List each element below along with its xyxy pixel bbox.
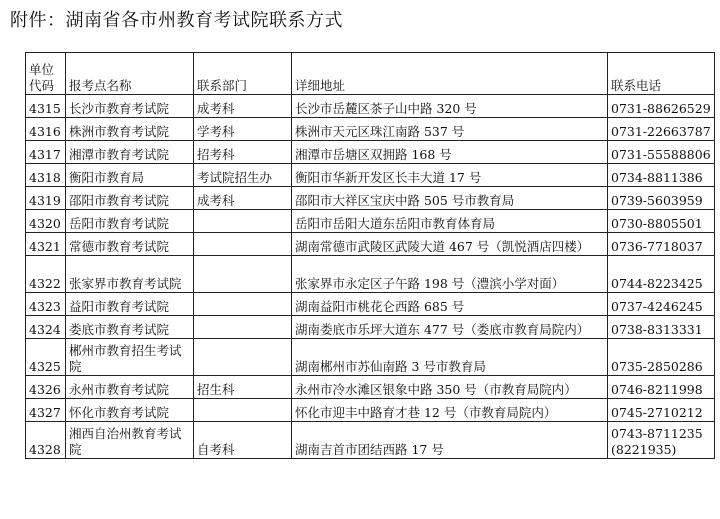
cell-name: 株洲市教育考试院 [66, 118, 194, 141]
cell-name: 娄底市教育考试院 [66, 316, 194, 339]
cell-name: 张家界市教育考试院 [66, 256, 194, 293]
cell-code: 4319 [26, 187, 66, 210]
header-code: 单位代码 [26, 53, 66, 95]
cell-dept: 成考科 [194, 95, 292, 118]
cell-code: 4317 [26, 141, 66, 164]
cell-phone: 0738-8313331 [608, 316, 715, 339]
cell-phone: 0745-2710212 [608, 399, 715, 422]
cell-name: 长沙市教育考试院 [66, 95, 194, 118]
cell-phone: 0744-8223425 [608, 256, 715, 293]
cell-phone: 0737-4246245 [608, 293, 715, 316]
cell-code: 4321 [26, 233, 66, 256]
cell-code: 4324 [26, 316, 66, 339]
cell-dept [194, 339, 292, 376]
cell-phone: 0739-5603959 [608, 187, 715, 210]
table-row [26, 376, 715, 399]
table-body [26, 95, 715, 459]
cell-address: 永州市冷水滩区银象中路 350 号（市教育局院内） [292, 376, 608, 399]
cell-address: 湖南吉首市团结西路 17 号 [292, 422, 608, 459]
cell-code: 4320 [26, 210, 66, 233]
cell-dept: 考试院招生办 [194, 164, 292, 187]
cell-phone: 0731-88626529 [608, 95, 715, 118]
table-row [26, 316, 715, 339]
cell-phone: 0743-8711235 (8221935) [608, 422, 715, 459]
cell-code: 4316 [26, 118, 66, 141]
table-row [26, 256, 715, 293]
cell-address: 长沙市岳麓区茶子山中路 320 号 [292, 95, 608, 118]
table-row [26, 141, 715, 164]
cell-address: 湖南益阳市桃花仑西路 685 号 [292, 293, 608, 316]
cell-phone: 0730-8805501 [608, 210, 715, 233]
header-phone: 联系电话 [608, 53, 715, 95]
cell-dept: 自考科 [194, 422, 292, 459]
table-row [26, 422, 715, 459]
cell-phone: 0734-8811386 [608, 164, 715, 187]
table-header-row [26, 53, 715, 95]
cell-address: 张家界市永定区子午路 198 号（澧滨小学对面） [292, 256, 608, 293]
cell-code: 4328 [26, 422, 66, 459]
cell-dept: 学考科 [194, 118, 292, 141]
header-name: 报考点名称 [66, 53, 194, 95]
cell-phone: 0731-22663787 [608, 118, 715, 141]
cell-address: 湖南常德市武陵区武陵大道 467 号（凯悦酒店四楼） [292, 233, 608, 256]
cell-code: 4323 [26, 293, 66, 316]
cell-name: 怀化市教育考试院 [66, 399, 194, 422]
cell-address: 岳阳市岳阳大道东岳阳市教育体育局 [292, 210, 608, 233]
cell-address: 怀化市迎丰中路育才巷 12 号（市教育局院内） [292, 399, 608, 422]
cell-dept [194, 399, 292, 422]
cell-name: 湘潭市教育考试院 [66, 141, 194, 164]
cell-address: 湘潭市岳塘区双拥路 168 号 [292, 141, 608, 164]
cell-name: 常德市教育考试院 [66, 233, 194, 256]
table-row [26, 210, 715, 233]
cell-code: 4315 [26, 95, 66, 118]
contact-table [25, 52, 715, 459]
cell-dept [194, 293, 292, 316]
table-row [26, 118, 715, 141]
cell-address: 湖南郴州市苏仙南路 3 号市教育局 [292, 339, 608, 376]
cell-name: 郴州市教育招生考试院 [66, 339, 194, 376]
header-address: 详细地址 [292, 53, 608, 95]
table-row [26, 399, 715, 422]
header-dept: 联系部门 [194, 53, 292, 95]
cell-address: 湖南娄底市乐坪大道东 477 号（娄底市教育局院内） [292, 316, 608, 339]
cell-phone: 0746-8211998 [608, 376, 715, 399]
cell-code: 4322 [26, 256, 66, 293]
cell-address: 邵阳市大祥区宝庆中路 505 号市教育局 [292, 187, 608, 210]
cell-name: 湘西自治州教育考试院 [66, 422, 194, 459]
cell-dept [194, 233, 292, 256]
cell-code: 4318 [26, 164, 66, 187]
cell-code: 4327 [26, 399, 66, 422]
cell-name: 衡阳市教育局 [66, 164, 194, 187]
table-row [26, 95, 715, 118]
page-title: 附件：湖南省各市州教育考试院联系方式 [10, 10, 343, 31]
table-row [26, 293, 715, 316]
table-row [26, 339, 715, 376]
cell-dept [194, 256, 292, 293]
cell-name: 邵阳市教育考试院 [66, 187, 194, 210]
cell-phone: 0735-2850286 [608, 339, 715, 376]
cell-code: 4326 [26, 376, 66, 399]
table-row [26, 233, 715, 256]
table-row [26, 164, 715, 187]
cell-dept: 成考科 [194, 187, 292, 210]
cell-dept: 招考科 [194, 141, 292, 164]
cell-dept [194, 210, 292, 233]
cell-address: 衡阳市华新开发区长丰大道 17 号 [292, 164, 608, 187]
cell-dept: 招生科 [194, 376, 292, 399]
cell-phone: 0736-7718037 [608, 233, 715, 256]
cell-address: 株洲市天元区珠江南路 537 号 [292, 118, 608, 141]
cell-name: 益阳市教育考试院 [66, 293, 194, 316]
cell-name: 永州市教育考试院 [66, 376, 194, 399]
cell-phone: 0731-55588806 [608, 141, 715, 164]
cell-name: 岳阳市教育考试院 [66, 210, 194, 233]
cell-code: 4325 [26, 339, 66, 376]
table-row [26, 187, 715, 210]
cell-dept [194, 316, 292, 339]
